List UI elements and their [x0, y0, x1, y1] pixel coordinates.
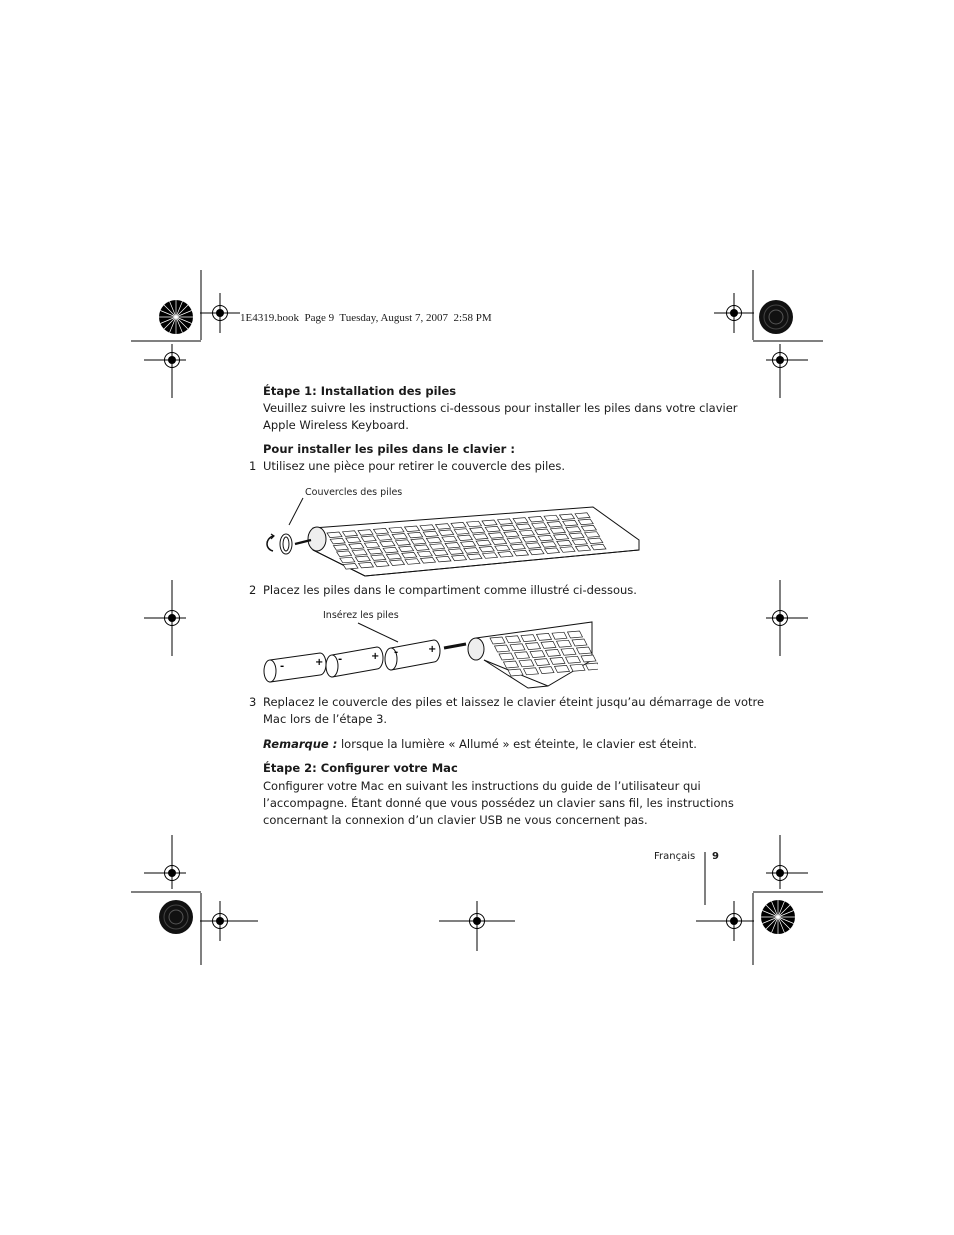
keyboard-key [380, 541, 395, 547]
step2-line3: concernant la connexion d’un clavier USB ne vous concernent pas. [263, 813, 648, 827]
keyboard-key [343, 531, 358, 537]
keyboard-key [550, 528, 565, 534]
keyboard-key [374, 528, 389, 534]
keyboard-key [355, 556, 370, 562]
keyboard-key [539, 667, 554, 674]
registration-mark-right-middle [766, 580, 808, 656]
battery1-plus: + [315, 657, 324, 668]
item1-number: 1 [249, 459, 257, 473]
keyboard-key [490, 637, 505, 644]
keyboard-key [510, 644, 525, 651]
keyboard-key [586, 663, 599, 670]
keyboard-key [535, 659, 550, 666]
star-target-bottom-right [761, 900, 795, 934]
keyboard-key [408, 532, 423, 538]
step1-intro-line1: Veuillez suivre les instructions ci-dessous pour installer les piles dans votre clavier [263, 401, 738, 415]
keyboard-key [386, 554, 401, 560]
keyboard-key [476, 540, 491, 546]
registration-mark-bottom-center [439, 901, 515, 951]
keyboard-key [343, 564, 358, 570]
registration-mark-bottom-right [696, 901, 754, 941]
keyboard-key [405, 559, 420, 565]
keyboard-key [547, 522, 562, 528]
registration-mark-left-lower [144, 835, 186, 889]
keyboard-key [578, 519, 593, 525]
keyboard-key [523, 537, 538, 543]
keyboard-key [513, 518, 528, 524]
keyboard-key [566, 527, 581, 533]
keyboard-key [473, 534, 488, 540]
keyboard-key [537, 633, 552, 640]
keyboard-key [498, 552, 513, 558]
battery2-minus: - [338, 654, 343, 665]
item2-number: 2 [249, 583, 257, 597]
keyboard-key [561, 648, 576, 655]
keyboard-key [482, 520, 497, 526]
keyboard-key [546, 649, 561, 656]
keyboard-key [420, 525, 435, 531]
keyboard-key [374, 561, 389, 567]
keyboard-key [568, 631, 583, 638]
keyboard-key [479, 546, 494, 552]
keyboard-key [519, 530, 534, 536]
item3-text-line1: Replacez le couvercle des piles et laissez le clavier éteint jusqu’au démarrage de votre [263, 695, 765, 709]
keyboard-key [504, 661, 519, 668]
keyboard-key [554, 534, 569, 540]
procedure-title: Pour installer les piles dans le clavier : [263, 442, 515, 456]
keyboard-key [541, 641, 556, 648]
keyboard-key [389, 527, 404, 533]
item2-text: Placez les piles dans le compartiment comme illustré ci-dessous. [263, 583, 637, 597]
keyboard-key [591, 544, 606, 550]
step2-line1: Configurer votre Mac en suivant les instructions du guide de l’utilisateur qui [263, 779, 701, 793]
keyboard-key [506, 636, 521, 643]
registration-mark-top-left [200, 293, 240, 333]
keyboard-key [483, 553, 498, 559]
keyboard-key [358, 530, 373, 536]
keyboard-key [510, 544, 525, 550]
keyboard-key [581, 525, 596, 531]
keyboard-key [544, 515, 559, 521]
figure1-caption: Couvercles des piles [305, 487, 403, 498]
keyboard-key [529, 549, 544, 555]
keyboard-key [495, 645, 510, 652]
keyboard-key [569, 533, 584, 539]
keyboard-key [529, 516, 544, 522]
registration-mark-top-right [714, 293, 754, 333]
keyboard-key [507, 538, 522, 544]
keyboard-key [541, 542, 556, 548]
keyboard-key [327, 532, 342, 538]
keyboard-key [555, 665, 570, 672]
item3-text-line2: Mac lors de l’étape 3. [263, 712, 388, 726]
keyboard-key [361, 536, 376, 542]
keyboard-key [492, 539, 507, 545]
keyboard-key [346, 537, 361, 543]
keyboard-key [436, 556, 451, 562]
keyboard-key [577, 647, 592, 654]
step1-intro-line2: Apple Wireless Keyboard. [263, 418, 409, 432]
keyboard-key [464, 548, 479, 554]
registration-mark-right-lower [766, 835, 808, 889]
keyboard-key [371, 555, 386, 561]
note-label: Remarque : [263, 737, 338, 751]
keyboard-key [485, 526, 500, 532]
figure2-caption: Insérez les piles [323, 610, 399, 621]
keyboard-key [560, 547, 575, 553]
keyboard-key [467, 554, 482, 560]
keyboard-key [452, 555, 467, 561]
keyboard-key [570, 664, 585, 671]
keyboard-key [526, 543, 541, 549]
color-target-bottom-left [159, 900, 193, 934]
keyboard-key [498, 519, 513, 525]
keyboard-key [499, 653, 514, 660]
keyboard-key [535, 529, 550, 535]
registration-mark-left-upper [144, 344, 186, 398]
star-target-top-left [159, 300, 193, 334]
footer-language: Français [654, 851, 696, 862]
keyboard-key [557, 540, 572, 546]
keyboard-key [572, 539, 587, 545]
keyboard-key [349, 543, 364, 549]
keyboard-key [337, 551, 352, 557]
keyboard-key [514, 550, 529, 556]
keyboard-key [433, 550, 448, 556]
keyboard-key [352, 550, 367, 556]
keyboard-key [417, 551, 432, 557]
keyboard-key [521, 635, 536, 642]
keyboard-key [504, 531, 519, 537]
keyboard-key [402, 552, 417, 558]
keyboard-key [563, 520, 578, 526]
keyboard-battery-cover-illustration [255, 495, 645, 585]
color-target-top-right [759, 300, 793, 334]
keyboard-key [364, 542, 379, 548]
keyboard-key [550, 657, 565, 664]
keyboard-key [566, 656, 581, 663]
book-info-header: 1E4319.book Page 9 Tuesday, August 7, 2007 2:58 PM [240, 312, 492, 324]
keyboard-key [495, 545, 510, 551]
keyboard-key [377, 535, 392, 541]
keyboard-key [359, 562, 374, 568]
keyboard-key [330, 538, 345, 544]
step2-line2: l’accompagne. Étant donné que vous possédez un clavier sans fil, les instructions [263, 796, 734, 810]
page-number: 9 [712, 851, 719, 862]
item1-text: Utilisez une pièce pour retirer le couvercle des piles. [263, 459, 566, 473]
keyboard-key [461, 541, 476, 547]
keyboard-key [557, 640, 572, 647]
keyboard-key [524, 668, 539, 675]
keyboard-key [405, 526, 420, 532]
keyboard-key [526, 643, 541, 650]
keyboard-key [581, 655, 596, 662]
battery2-plus: + [371, 651, 380, 662]
keyboard-key [519, 660, 534, 667]
keyboard-key [588, 538, 603, 544]
keyboard-key [576, 546, 591, 552]
keyboard-key [467, 521, 482, 527]
keyboard-key [448, 549, 463, 555]
battery1-minus: - [280, 661, 285, 672]
keyboard-key [451, 522, 466, 528]
keyboard-key [538, 535, 553, 541]
keyboard-key [392, 534, 407, 540]
keyboard-key [436, 524, 451, 530]
keyboard-key [508, 669, 523, 676]
keyboard-key [426, 537, 441, 543]
step2-title: Étape 2: Configurer votre Mac [263, 761, 458, 775]
keyboard-key [439, 530, 454, 536]
keyboard-key [395, 540, 410, 546]
keyboard-key [423, 531, 438, 537]
registration-mark-bottom-left [200, 901, 258, 941]
keyboard-key [488, 533, 503, 539]
keyboard-key [421, 558, 436, 564]
item3-number: 3 [249, 695, 257, 709]
keyboard-key [442, 536, 457, 542]
keyboard-key [390, 560, 405, 566]
keyboard-key [414, 545, 429, 551]
keyboard-key [545, 548, 560, 554]
keyboard-key [368, 549, 383, 555]
keyboard-key [515, 652, 530, 659]
battery3-minus: - [394, 647, 399, 658]
insert-batteries-illustration [258, 618, 598, 693]
keyboard-key [454, 529, 469, 535]
keyboard-key [575, 513, 590, 519]
keyboard-key [501, 525, 516, 531]
keyboard-key [532, 523, 547, 529]
keyboard-key [383, 547, 398, 553]
battery3-plus: + [428, 644, 437, 655]
keyboard-key [560, 514, 575, 520]
registration-mark-right-upper [766, 344, 808, 398]
keyboard-key [516, 524, 531, 530]
keyboard-key [340, 557, 355, 563]
keyboard-key [572, 639, 587, 646]
keyboard-key [585, 532, 600, 538]
keyboard-key [470, 528, 485, 534]
keyboard-key [333, 545, 348, 551]
keyboard-key [411, 539, 426, 545]
registration-mark-left-middle [144, 580, 186, 656]
keyboard-key [552, 632, 567, 639]
keyboard-key [445, 543, 460, 549]
note-text: lorsque la lumière « Allumé » est éteinte, le clavier est éteint. [340, 737, 697, 751]
keyboard-key [530, 651, 545, 658]
step1-title: Étape 1: Installation des piles [263, 384, 457, 398]
keyboard-key [457, 535, 472, 541]
keyboard-key [430, 544, 445, 550]
keyboard-key [399, 546, 414, 552]
